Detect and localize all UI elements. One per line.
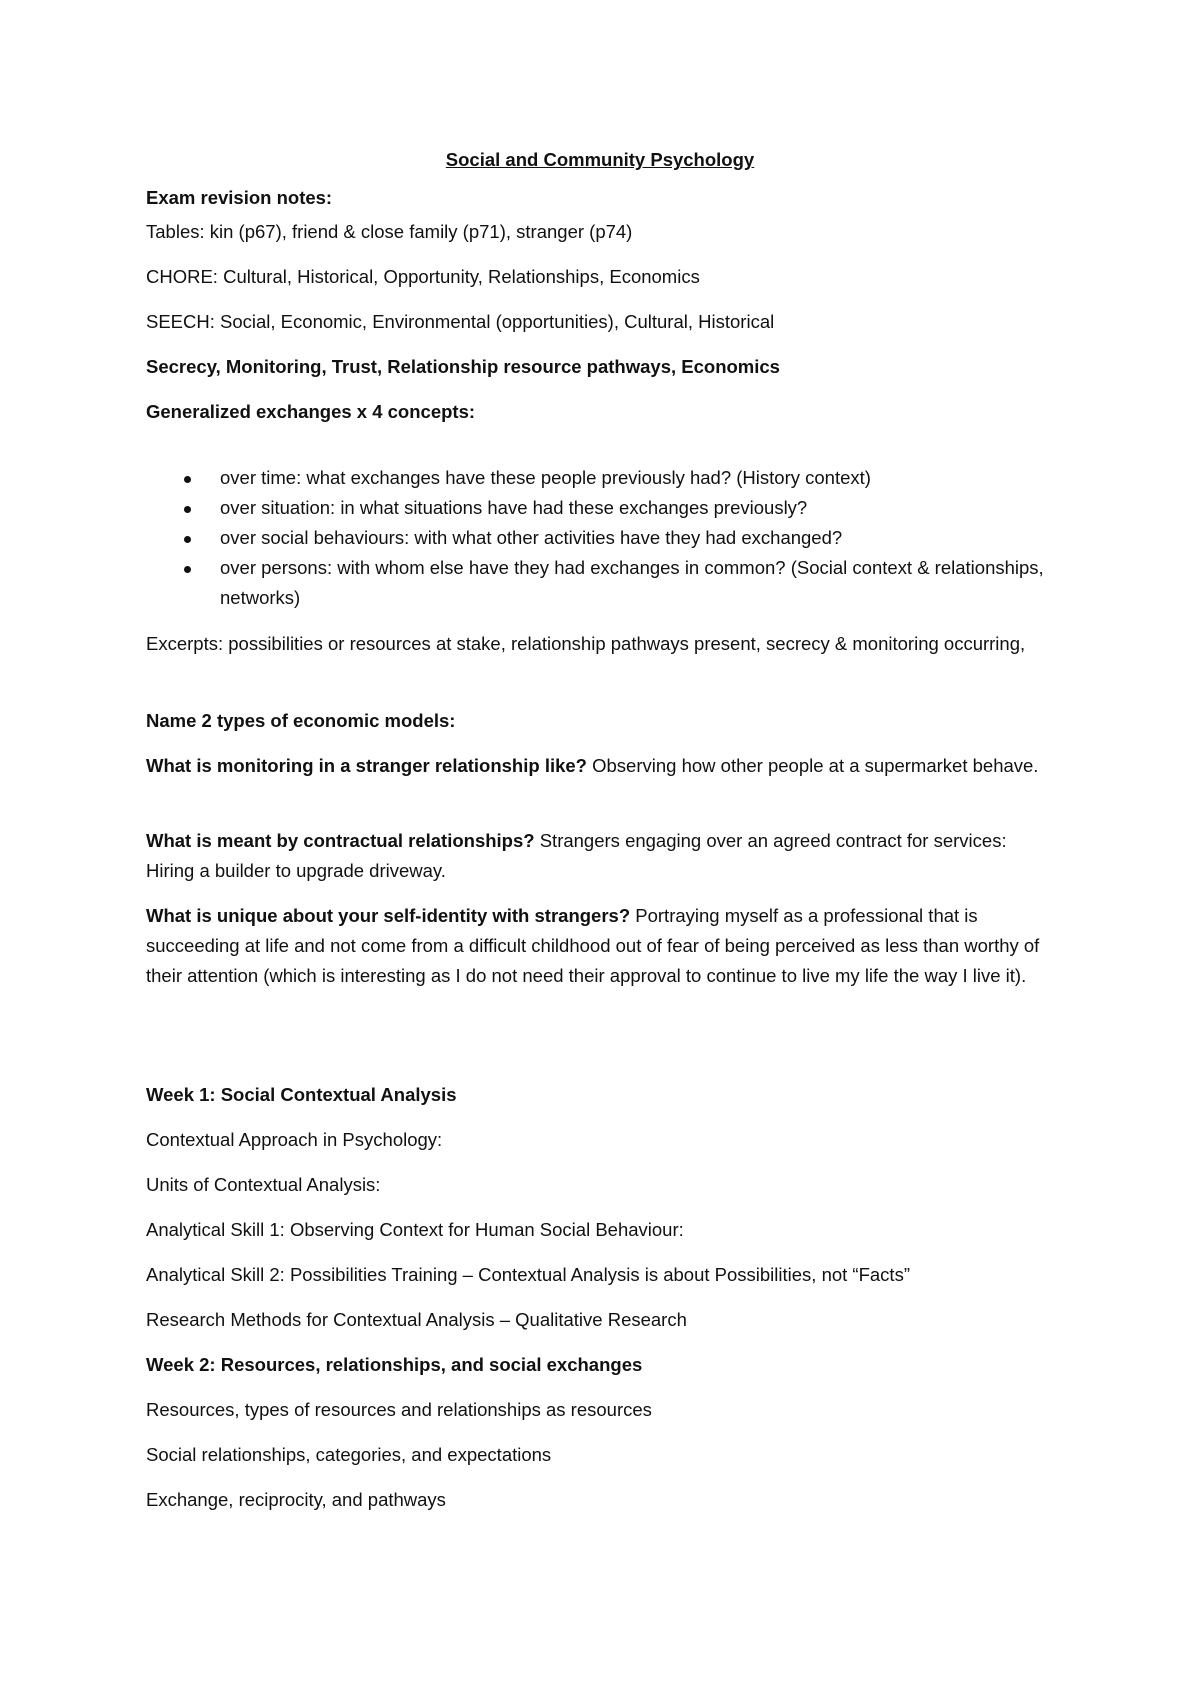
answer-text: Observing how other people at a supermarket behave.: [586, 755, 1039, 776]
week1-item: Units of Contextual Analysis:: [146, 1174, 381, 1195]
chore-line: CHORE: Cultural, Historical, Opportunity, Relationships, Economics: [146, 266, 700, 287]
excerpts-paragraph: Excerpts: possibilities or resources at stake, relationship pathways present, secrecy & monitoring occurring,: [146, 633, 1026, 654]
answer-text: Strangers engaging over an agreed contract for services: Hiring a builder to upgrade driveway.: [146, 830, 1007, 881]
list-item: over social behaviours: with what other activities have they had exchanged?: [146, 523, 1100, 553]
week2-item: Exchange, reciprocity, and pathways: [146, 1489, 446, 1510]
generalized-exchanges-list: [146, 463, 1100, 613]
question-text: What is meant by contractual relationships?: [146, 830, 535, 851]
qa-monitoring: [146, 751, 1056, 781]
seech-line: SEECH: Social, Economic, Environmental (opportunities), Cultural, Historical: [146, 311, 775, 332]
bullet-icon: [184, 536, 191, 543]
exam-revision-heading: Exam revision notes:: [146, 187, 333, 208]
bullet-icon: [184, 566, 191, 573]
week1-item: Analytical Skill 2: Possibilities Training – Contextual Analysis is about Possibilities, not “Facts”: [146, 1264, 910, 1285]
list-item: over situation: in what situations have had these exchanges previously?: [146, 493, 1100, 523]
week2-item: Resources, types of resources and relationships as resources: [146, 1399, 652, 1420]
smtre-line: Secrecy, Monitoring, Trust, Relationship resource pathways, Economics: [146, 356, 780, 377]
question-text: What is monitoring in a stranger relationship like?: [146, 755, 587, 776]
document-title: Social and Community Psychology: [445, 149, 755, 170]
tables-line: Tables: kin (p67), friend & close family (p71), stranger (p74): [146, 221, 633, 242]
bullet-icon: [184, 476, 191, 483]
week1-item: Analytical Skill 1: Observing Context for Human Social Behaviour:: [146, 1219, 684, 1240]
bullet-icon: [184, 506, 191, 513]
week2-item: Social relationships, categories, and expectations: [146, 1444, 552, 1465]
qa-contractual: [146, 826, 1056, 886]
economic-models-question: Name 2 types of economic models:: [146, 710, 456, 731]
week1-item: Research Methods for Contextual Analysis – Qualitative Research: [146, 1309, 687, 1330]
week1-heading: Week 1: Social Contextual Analysis: [146, 1084, 457, 1105]
generalized-exchanges-heading: Generalized exchanges x 4 concepts:: [146, 401, 476, 422]
answer-text: Portraying myself as a professional that is succeeding at life and not come from a difficult childhood out of fear of being perceived as less than worthy of their attention (which is interesting as I do not need their approval to continue to live my life the way I live it).: [146, 905, 1040, 986]
qa-self-identity: [146, 901, 1056, 991]
list-item: over time: what exchanges have these people previously had? (History context): [146, 463, 1100, 493]
question-text: What is unique about your self-identity with strangers?: [146, 905, 631, 926]
week2-heading: Week 2: Resources, relationships, and social exchanges: [146, 1354, 643, 1375]
list-item: over persons: with whom else have they had exchanges in common? (Social context & relationships, networks): [146, 553, 1100, 613]
week1-item: Contextual Approach in Psychology:: [146, 1129, 443, 1150]
